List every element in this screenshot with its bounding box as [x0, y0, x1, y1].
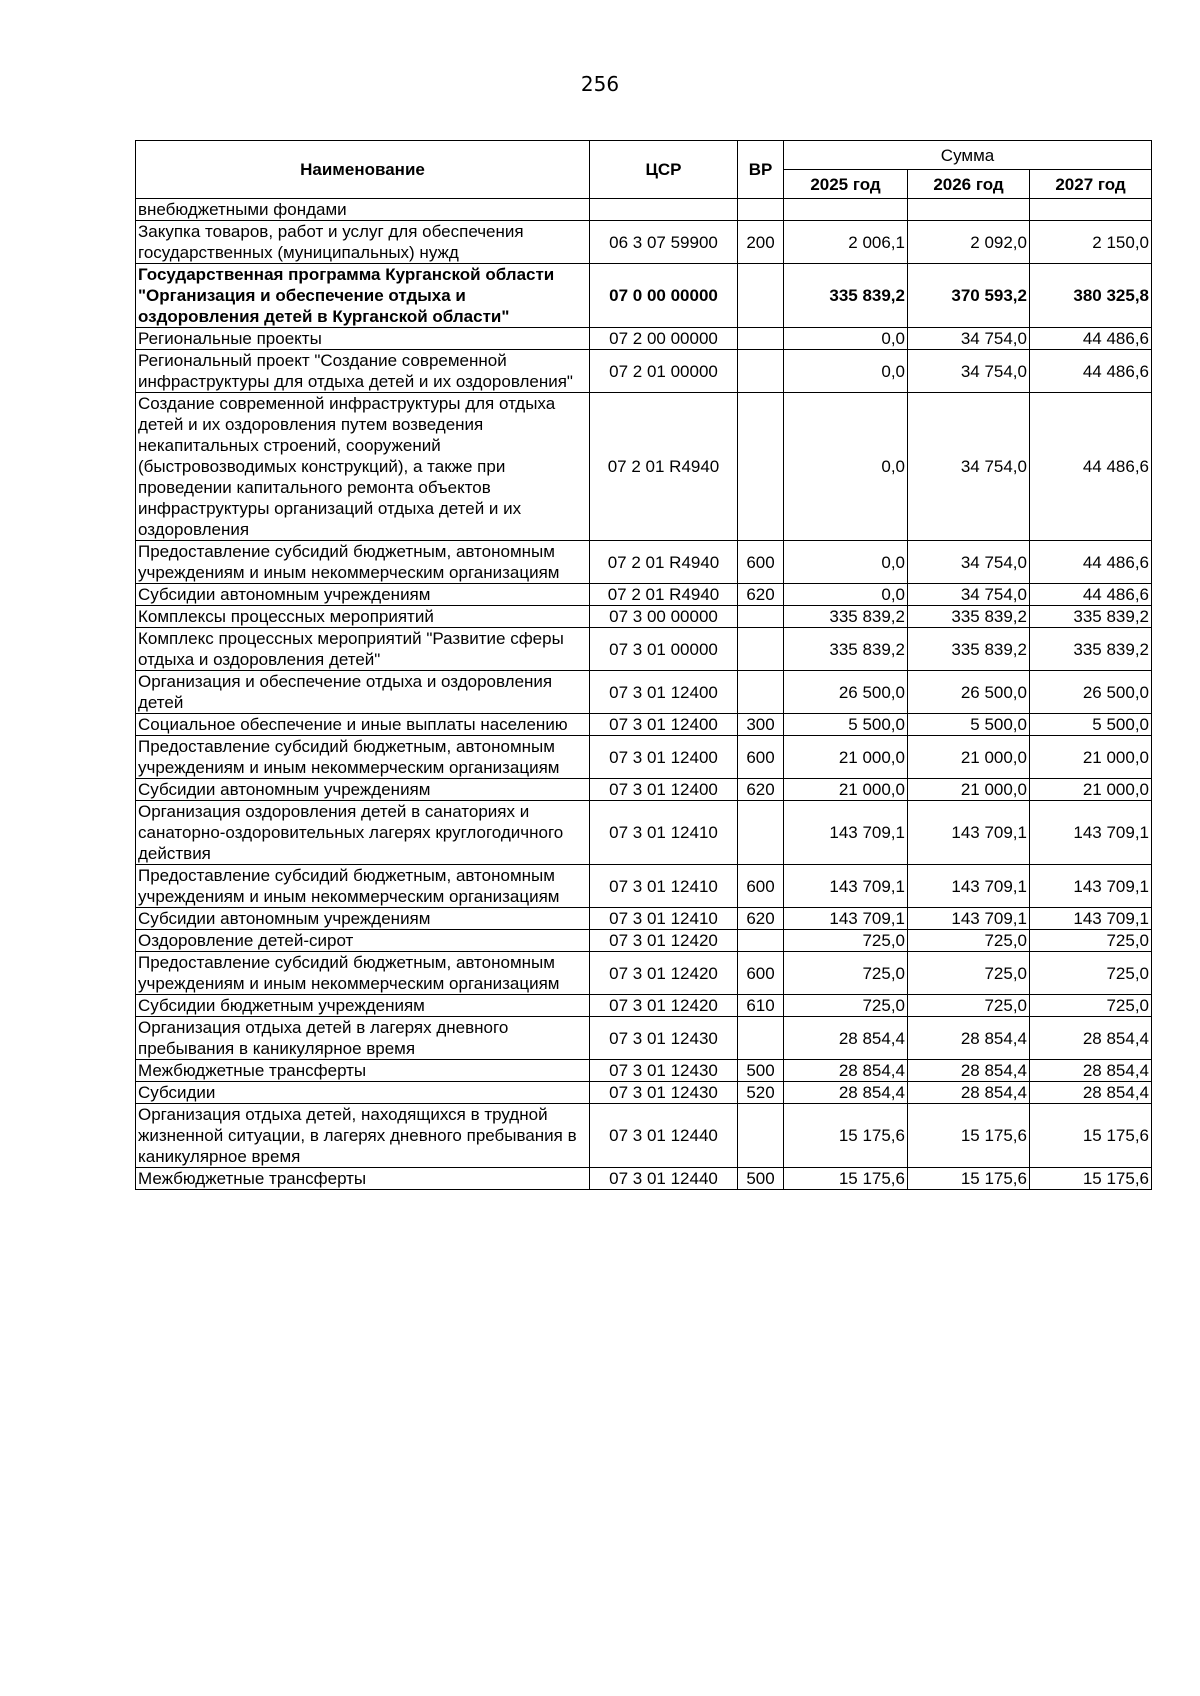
table-row — [136, 995, 1152, 1017]
table-row — [136, 1082, 1152, 1104]
table-row — [136, 628, 1152, 671]
row-2025: 26 500,0 — [784, 671, 908, 714]
row-name: Создание современной инфраструктуры для отдыха детей и их оздоровления путем возведения некапитальных строений, сооружений (быстровозводимых конструкций), а также при проведении капитального ремонта объектов инфраструктуры организаций отдыха детей и их оздоровления — [136, 393, 590, 541]
table-row — [136, 606, 1152, 628]
row-vr: 600 — [738, 736, 784, 779]
row-2026: 26 500,0 — [908, 671, 1030, 714]
table-row — [136, 1060, 1152, 1082]
row-csr: 07 3 01 12430 — [590, 1060, 738, 1082]
row-csr: 07 3 01 12410 — [590, 908, 738, 930]
row-csr: 07 3 01 12420 — [590, 952, 738, 995]
row-csr: 07 2 01 00000 — [590, 350, 738, 393]
row-csr: 07 3 01 12400 — [590, 671, 738, 714]
row-2025: 28 854,4 — [784, 1082, 908, 1104]
row-csr: 07 3 01 12400 — [590, 714, 738, 736]
row-name: Субсидии автономным учреждениям — [136, 584, 590, 606]
row-2027: 21 000,0 — [1030, 736, 1152, 779]
row-2026: 34 754,0 — [908, 350, 1030, 393]
row-name: Организация отдыха детей в лагерях дневного пребывания в каникулярное время — [136, 1017, 590, 1060]
row-csr: 07 3 01 12440 — [590, 1168, 738, 1190]
row-2027: 2 150,0 — [1030, 221, 1152, 264]
row-2027: 725,0 — [1030, 930, 1152, 952]
row-vr: 520 — [738, 1082, 784, 1104]
row-2027: 21 000,0 — [1030, 779, 1152, 801]
row-csr: 07 2 01 R4940 — [590, 541, 738, 584]
row-2025: 0,0 — [784, 541, 908, 584]
row-2026: 34 754,0 — [908, 584, 1030, 606]
row-name: Оздоровление детей-сирот — [136, 930, 590, 952]
row-2026: 15 175,6 — [908, 1168, 1030, 1190]
row-2026: 21 000,0 — [908, 736, 1030, 779]
row-2027: 44 486,6 — [1030, 584, 1152, 606]
row-name: Предоставление субсидий бюджетным, автономным учреждениям и иным некоммерческим организациям — [136, 952, 590, 995]
table-row — [136, 199, 1152, 221]
table-row — [136, 865, 1152, 908]
row-2027: 15 175,6 — [1030, 1168, 1152, 1190]
row-vr: 200 — [738, 221, 784, 264]
row-vr: 610 — [738, 995, 784, 1017]
row-vr — [738, 606, 784, 628]
row-2025: 143 709,1 — [784, 908, 908, 930]
table-row — [136, 801, 1152, 865]
row-2025: 143 709,1 — [784, 801, 908, 865]
row-2026: 34 754,0 — [908, 541, 1030, 584]
row-2027: 28 854,4 — [1030, 1017, 1152, 1060]
table-row — [136, 328, 1152, 350]
row-2025: 143 709,1 — [784, 865, 908, 908]
row-vr — [738, 801, 784, 865]
row-name: Региональные проекты — [136, 328, 590, 350]
row-2025: 28 854,4 — [784, 1017, 908, 1060]
row-2025 — [784, 199, 908, 221]
row-vr: 620 — [738, 908, 784, 930]
row-2026: 5 500,0 — [908, 714, 1030, 736]
row-2025: 725,0 — [784, 995, 908, 1017]
row-2027: 44 486,6 — [1030, 393, 1152, 541]
row-2025: 21 000,0 — [784, 736, 908, 779]
row-csr: 07 3 01 12420 — [590, 930, 738, 952]
row-name: Государственная программа Курганской области "Организация и обеспечение отдыха и оздоровления детей в Курганской области" — [136, 264, 590, 328]
row-2027: 380 325,8 — [1030, 264, 1152, 328]
row-vr — [738, 671, 784, 714]
row-2026: 143 709,1 — [908, 865, 1030, 908]
row-csr: 07 3 01 12400 — [590, 736, 738, 779]
row-name: Организация оздоровления детей в санаториях и санаторно-оздоровительных лагерях круглогодичного действия — [136, 801, 590, 865]
row-2026: 28 854,4 — [908, 1060, 1030, 1082]
table-row — [136, 779, 1152, 801]
row-2026: 143 709,1 — [908, 801, 1030, 865]
row-name: Комплекс процессных мероприятий "Развитие сферы отдыха и оздоровления детей" — [136, 628, 590, 671]
table-row-program — [136, 264, 1152, 328]
table-row — [136, 736, 1152, 779]
row-csr: 07 0 00 00000 — [590, 264, 738, 328]
row-2025: 335 839,2 — [784, 628, 908, 671]
row-vr: 600 — [738, 541, 784, 584]
row-name: Межбюджетные трансферты — [136, 1168, 590, 1190]
row-csr: 07 2 01 R4940 — [590, 393, 738, 541]
row-2027: 335 839,2 — [1030, 606, 1152, 628]
row-2026: 2 092,0 — [908, 221, 1030, 264]
row-2026: 28 854,4 — [908, 1017, 1030, 1060]
row-2025: 335 839,2 — [784, 606, 908, 628]
table-row — [136, 584, 1152, 606]
row-name: Субсидии — [136, 1082, 590, 1104]
row-csr: 07 3 01 12410 — [590, 801, 738, 865]
row-2026: 725,0 — [908, 952, 1030, 995]
row-csr: 07 3 01 12430 — [590, 1017, 738, 1060]
row-2027: 28 854,4 — [1030, 1082, 1152, 1104]
row-2025: 15 175,6 — [784, 1104, 908, 1168]
row-name: Субсидии автономным учреждениям — [136, 908, 590, 930]
row-vr — [738, 328, 784, 350]
row-2027: 335 839,2 — [1030, 628, 1152, 671]
row-2025: 0,0 — [784, 350, 908, 393]
row-csr: 07 3 01 00000 — [590, 628, 738, 671]
table-row — [136, 1104, 1152, 1168]
row-2025: 2 006,1 — [784, 221, 908, 264]
header-sum: Сумма — [784, 141, 1152, 170]
row-vr — [738, 393, 784, 541]
row-2027 — [1030, 199, 1152, 221]
row-name: Субсидии автономным учреждениям — [136, 779, 590, 801]
row-2027: 143 709,1 — [1030, 865, 1152, 908]
row-csr: 06 3 07 59900 — [590, 221, 738, 264]
row-csr: 07 2 00 00000 — [590, 328, 738, 350]
row-name: Закупка товаров, работ и услуг для обеспечения государственных (муниципальных) нужд — [136, 221, 590, 264]
row-2027: 28 854,4 — [1030, 1060, 1152, 1082]
row-name: Предоставление субсидий бюджетным, автономным учреждениям и иным некоммерческим организациям — [136, 865, 590, 908]
row-name: внебюджетными фондами — [136, 199, 590, 221]
table-row — [136, 952, 1152, 995]
table-row — [136, 350, 1152, 393]
table-row — [136, 908, 1152, 930]
row-2027: 143 709,1 — [1030, 908, 1152, 930]
row-2025: 725,0 — [784, 930, 908, 952]
row-2027: 725,0 — [1030, 995, 1152, 1017]
row-name: Организация и обеспечение отдыха и оздоровления детей — [136, 671, 590, 714]
table-row — [136, 1017, 1152, 1060]
header-name: Наименование — [136, 141, 590, 199]
row-2027: 5 500,0 — [1030, 714, 1152, 736]
row-2026: 335 839,2 — [908, 606, 1030, 628]
row-vr: 500 — [738, 1168, 784, 1190]
row-2025: 725,0 — [784, 952, 908, 995]
row-2027: 44 486,6 — [1030, 350, 1152, 393]
row-csr: 07 3 00 00000 — [590, 606, 738, 628]
row-2026: 725,0 — [908, 930, 1030, 952]
row-vr: 500 — [738, 1060, 784, 1082]
row-2026 — [908, 199, 1030, 221]
row-csr: 07 2 01 R4940 — [590, 584, 738, 606]
row-csr — [590, 199, 738, 221]
row-name: Комплексы процессных мероприятий — [136, 606, 590, 628]
row-vr: 600 — [738, 865, 784, 908]
table-row — [136, 541, 1152, 584]
table-row — [136, 714, 1152, 736]
row-2026: 21 000,0 — [908, 779, 1030, 801]
row-2026: 15 175,6 — [908, 1104, 1030, 1168]
row-vr — [738, 199, 784, 221]
row-2026: 335 839,2 — [908, 628, 1030, 671]
row-2027: 725,0 — [1030, 952, 1152, 995]
row-2027: 44 486,6 — [1030, 541, 1152, 584]
header-2025: 2025 год — [784, 170, 908, 199]
row-2027: 15 175,6 — [1030, 1104, 1152, 1168]
row-name: Предоставление субсидий бюджетным, автономным учреждениям и иным некоммерческим организациям — [136, 541, 590, 584]
row-name: Региональный проект "Создание современной инфраструктуры для отдыха детей и их оздоровления" — [136, 350, 590, 393]
row-name: Субсидии бюджетным учреждениям — [136, 995, 590, 1017]
row-vr: 620 — [738, 779, 784, 801]
row-csr: 07 3 01 12430 — [590, 1082, 738, 1104]
table-row — [136, 930, 1152, 952]
table-row — [136, 221, 1152, 264]
row-2026: 28 854,4 — [908, 1082, 1030, 1104]
row-vr — [738, 628, 784, 671]
row-csr: 07 3 01 12420 — [590, 995, 738, 1017]
row-csr: 07 3 01 12400 — [590, 779, 738, 801]
row-vr — [738, 1017, 784, 1060]
row-name: Организация отдыха детей, находящихся в трудной жизненной ситуации, в лагерях дневного пребывания в каникулярное время — [136, 1104, 590, 1168]
header-row-top — [136, 141, 1152, 170]
row-vr — [738, 930, 784, 952]
row-2025: 0,0 — [784, 393, 908, 541]
row-2027: 44 486,6 — [1030, 328, 1152, 350]
row-vr: 620 — [738, 584, 784, 606]
row-csr: 07 3 01 12410 — [590, 865, 738, 908]
row-vr — [738, 1104, 784, 1168]
header-csr: ЦСР — [590, 141, 738, 199]
row-vr — [738, 350, 784, 393]
row-2026: 725,0 — [908, 995, 1030, 1017]
row-name: Социальное обеспечение и иные выплаты населению — [136, 714, 590, 736]
header-vr: ВР — [738, 141, 784, 199]
row-vr — [738, 264, 784, 328]
row-name: Предоставление субсидий бюджетным, автономным учреждениям и иным некоммерческим организациям — [136, 736, 590, 779]
row-2026: 143 709,1 — [908, 908, 1030, 930]
row-2025: 28 854,4 — [784, 1060, 908, 1082]
row-2026: 370 593,2 — [908, 264, 1030, 328]
row-vr: 600 — [738, 952, 784, 995]
row-2025: 0,0 — [784, 328, 908, 350]
budget-table — [135, 140, 1152, 1190]
page-number: 256 — [580, 72, 620, 96]
row-2026: 34 754,0 — [908, 328, 1030, 350]
table-row — [136, 1168, 1152, 1190]
row-csr: 07 3 01 12440 — [590, 1104, 738, 1168]
row-vr: 300 — [738, 714, 784, 736]
row-2025: 15 175,6 — [784, 1168, 908, 1190]
row-2025: 5 500,0 — [784, 714, 908, 736]
row-name: Межбюджетные трансферты — [136, 1060, 590, 1082]
row-2026: 34 754,0 — [908, 393, 1030, 541]
row-2027: 26 500,0 — [1030, 671, 1152, 714]
table-row — [136, 671, 1152, 714]
row-2025: 335 839,2 — [784, 264, 908, 328]
table-row — [136, 393, 1152, 541]
row-2025: 21 000,0 — [784, 779, 908, 801]
header-2026: 2026 год — [908, 170, 1030, 199]
row-2025: 0,0 — [784, 584, 908, 606]
row-2027: 143 709,1 — [1030, 801, 1152, 865]
header-2027: 2027 год — [1030, 170, 1152, 199]
